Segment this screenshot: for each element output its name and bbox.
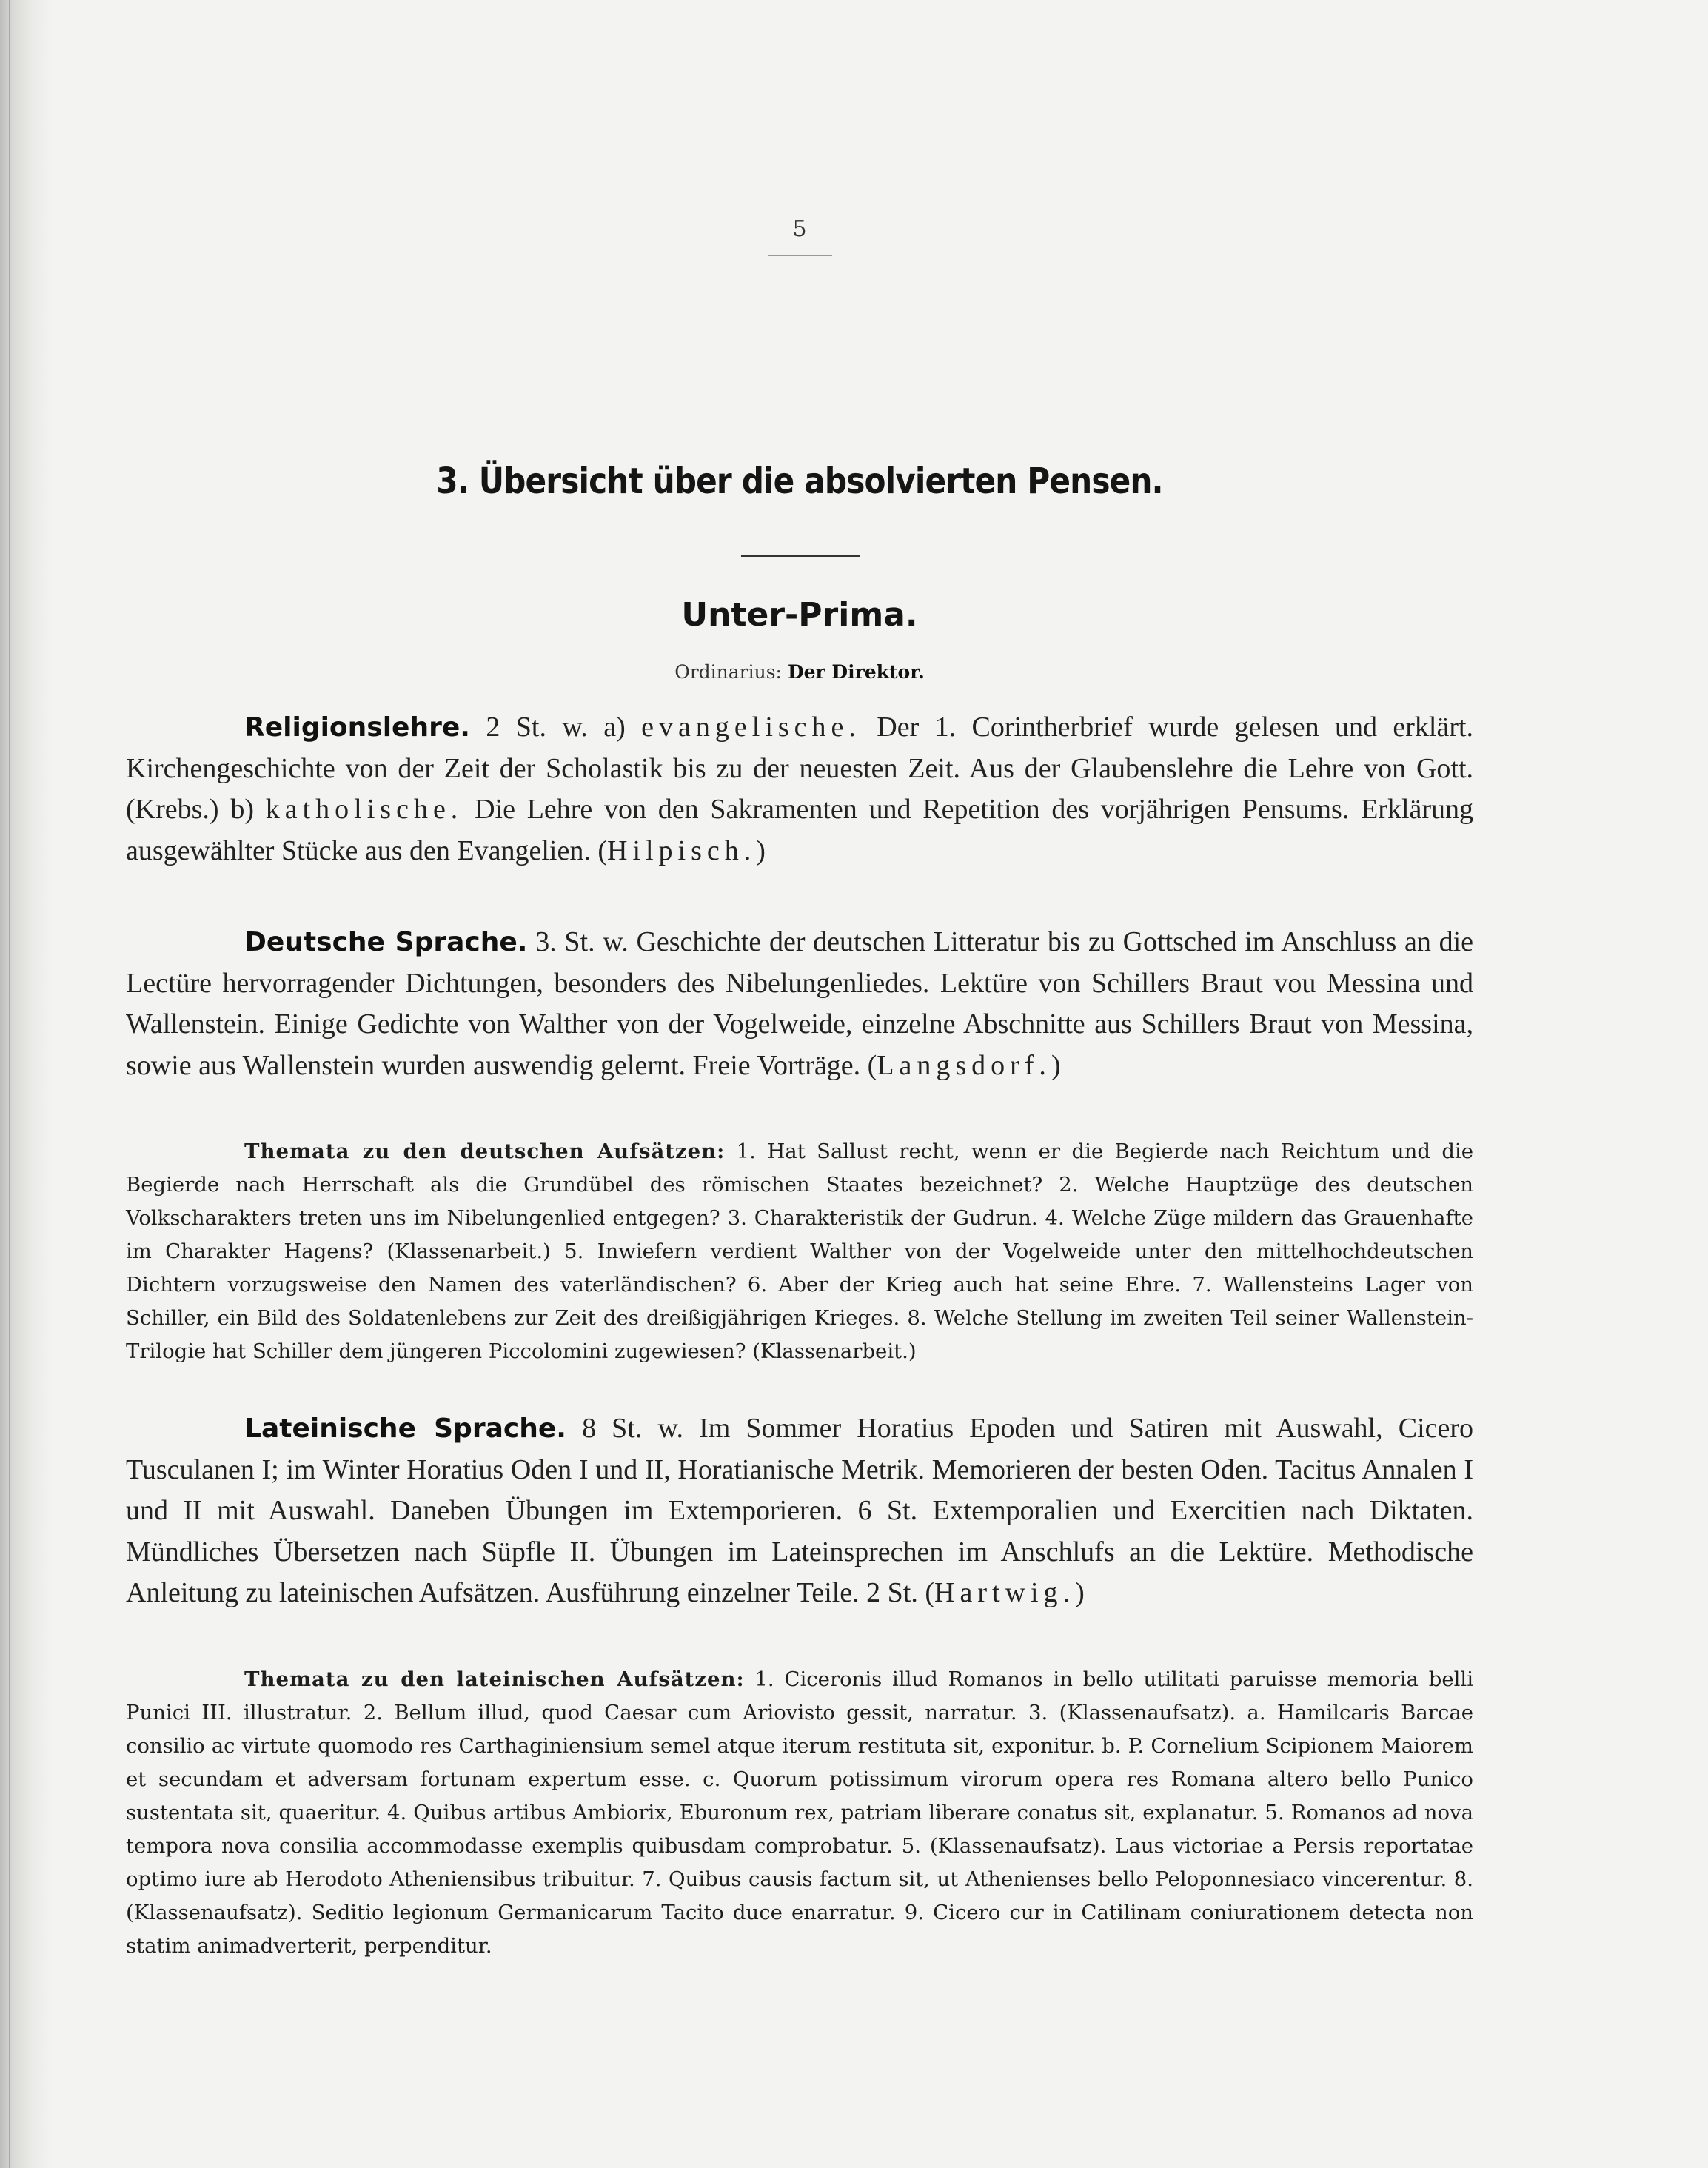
religion-part-a: evangelische.: [641, 712, 861, 743]
class-title: Unter-Prima.: [681, 596, 918, 634]
deutsch-hours: 3. St. w.: [535, 926, 629, 957]
deutsch-subject: Deutsche Sprache.: [244, 927, 528, 957]
latein-teacher: Hartwig.: [934, 1577, 1076, 1608]
latein-paragraph: Lateinische Sprache. 8 St. w. Im Sommer Horatius Epoden und Satiren mit Auswahl, Cicero Tusculanen I; im Winter Horatius Oden I und II, Horatianische Metrik. Memorieren der besten Oden. Tacitus Annalen I und II mit Auswahl. Daneben Übungen im Extemporieren. 6 St. Extemporalien und Exercitien nach Diktaten. Mündliches Übersetzen nach Süpfle II. Übungen im Lateinsprechen im Anschlufs an die Lektüre. Methodische Anleitung zu lateinischen Aufsätzen. Ausführung einzelner Teile. 2 St. (Hartwig.): [126, 1413, 1474, 1608]
religion-text-2: Die Lehre von den Sakramenten und Repetition des vorjährigen Pensums. Erklärung ausgewählter Stücke aus den Evangelien.: [126, 794, 1474, 866]
deutsch-paragraph: Deutsche Sprache. 3. St. w. Geschichte der deutschen Litteratur bis zu Gottsched im Anschluss an die Lectüre hervorragender Dichtungen, besonders des Nibelungenliedes. Lektüre von Schillers Braut vou Messina und Wallenstein. Einige Gedichte von Walther von der Vogelweide, einzelne Abschnitte aus Schillers Braut von Messina, sowie aus Wallenstein wurden auswendig gelernt. Freie Vorträge. (Langsdorf.): [126, 926, 1473, 1081]
ordinarius-line: [126, 661, 1473, 683]
page-edge-shadow: [0, 0, 52, 2168]
deutsch-text: Geschichte der deutschen Litteratur bis zu Gottsched im Anschluss an die Lectüre hervorragender Dichtungen, besonders des Nibelungenliedes. Lektüre von Schillers Braut vou Messina und Wallenstein. Einige Gedichte von Walther von der Vogelweide, einzelne Abschnitte aus Schillers Braut von Messina, sowie aus Wallenstein wurden auswendig gelernt. Freie Vorträge.: [126, 926, 1473, 1081]
page-number-rule: [768, 255, 832, 256]
title-divider: [741, 555, 860, 557]
latein-hours: 8 St. w.: [582, 1413, 683, 1444]
ordinarius-name: Der Direktor.: [787, 661, 925, 683]
religion-teacher: Hilpisch.: [607, 834, 757, 866]
religion-paragraph: Religionslehre. 2 St. w. a) evangelische. Der 1. Corintherbrief wurde gelesen und erklärt. Kirchengeschichte von der Zeit der Scholastik bis zu der neuesten Zeit. Aus der Glaubenslehre die Lehre von Gott. (Krebs.) b) katholische. Die Lehre von den Sakramenten und Repetition des vorjährigen Pensums. Erklärung ausgewählter Stücke aus den Evangelien. (Hilpisch.): [126, 712, 1474, 866]
latein-subject: Lateinische Sprache.: [244, 1413, 566, 1444]
latein-themata-label: Themata zu den lateinischen Aufsätzen:: [244, 1667, 745, 1691]
latein-text: Im Sommer Horatius Epoden und Satiren mit Auswahl, Cicero Tusculanen I; im Winter Horatius Oden I und II, Horatianische Metrik. Memorieren der besten Oden. Tacitus Annalen I und II mit Auswahl. Daneben Übungen im Extemporieren. 6 St. Extemporalien und Exercitien nach Diktaten. Mündliches Übersetzen nach Süpfle II. Übungen im Lateinsprechen im Anschlufs an die Lektüre. Methodische Anleitung zu lateinischen Aufsätzen. Ausführung einzelner Teile. 2 St.: [126, 1413, 1474, 1608]
latein-themata: [126, 1663, 1473, 1963]
binding-edge-line: [9, 0, 10, 2168]
religion-part-b-marker: b): [230, 794, 254, 825]
religion-part-a-marker: a): [603, 712, 626, 743]
ordinarius-label: Ordinarius:: [674, 661, 782, 683]
religion-text-1: Der 1. Corintherbrief wurde gelesen und erklärt. Kirchengeschichte von der Zeit der Scholastik bis zu der neuesten Zeit. Aus der Glaubenslehre die Lehre von Gott. (Krebs.): [126, 712, 1474, 825]
religion-subject: Religionslehre.: [244, 712, 470, 743]
deutsch-teacher: Langsdorf.: [877, 1049, 1051, 1081]
deutsch-themata-label: Themata zu den deutschen Aufsätzen:: [244, 1140, 726, 1163]
page-number: 5: [792, 216, 807, 242]
deutsch-themata-text: 1. Hat Sallust recht, wenn er die Begierde nach Reichtum und die Begierde nach Herrschaft als die Grundübel des römischen Staates bezeichnet? 2. Welche Hauptzüge des deutschen Volkscharakters treten uns im Nibelungenlied entgegen? 3. Charakteristik der Gudrun. 4. Welche Züge mildern das Grauenhafte im Charakter Hagens? (Klassenarbeit.) 5. Inwiefern verdient Walther von der Vogelweide unter den mittelhochdeutschen Dichtern vorzugsweise den Namen des vaterländischen? 6. Aber der Krieg auch hat seine Ehre. 7. Wallensteins Lager von Schiller, ein Bild des Soldatenlebens zur Zeit des dreißigjährigen Krieges. 8. Welche Stellung im zweiten Teil seiner Wallenstein-Trilogie hat Schiller dem jüngeren Piccolomini zugewiesen? (Klassenarbeit.): [126, 1140, 1473, 1363]
latein-themata-text: 1. Ciceronis illud Romanos in bello utilitati paruisse memoria belli Punici III. illustratur. 2. Bellum illud, quod Caesar cum Ariovisto gessit, narratur. 3. (Klassenaufsatz). a. Hamilcaris Barcae consilio ac virtute quomodo res Carthaginiensium semel atque iterum restituta sit, exponitur. b. P. Cornelium Scipionem Maiorem et secundam et adversam fortunam expertum esse. c. Quorum potissimum virorum opera res Romana altero bello Punico sustentata sit, quaeritur. 4. Quibus artibus Ambiorix, Eburonum rex, patriam liberare conatus sit, explanatur. 5. Romanos ad nova tempora nova consilia accommodasse exemplis quibusdam comprobatur. 5. (Klassenaufsatz). Laus victoriae a Persis reportatae optimo iure ab Herodoto Atheniensibus tribuitur. 7. Quibus causis factum sit, ut Athenienses bello Peloponnesiaco vincerentur. 8. (Klassenaufsatz). Seditio legionum Germanicarum Tacito duce enarratur. 9. Cicero cur in Catilinam coniurationem detecta non statim animadverterit, perpenditur.: [126, 1667, 1473, 1958]
religion-part-b: katholische.: [265, 794, 463, 825]
deutsch-themata: [126, 1135, 1473, 1368]
section-title: 3. Übersicht über die absolvierten Pensen.: [436, 461, 1163, 502]
religion-hours: 2 St. w.: [486, 712, 588, 743]
